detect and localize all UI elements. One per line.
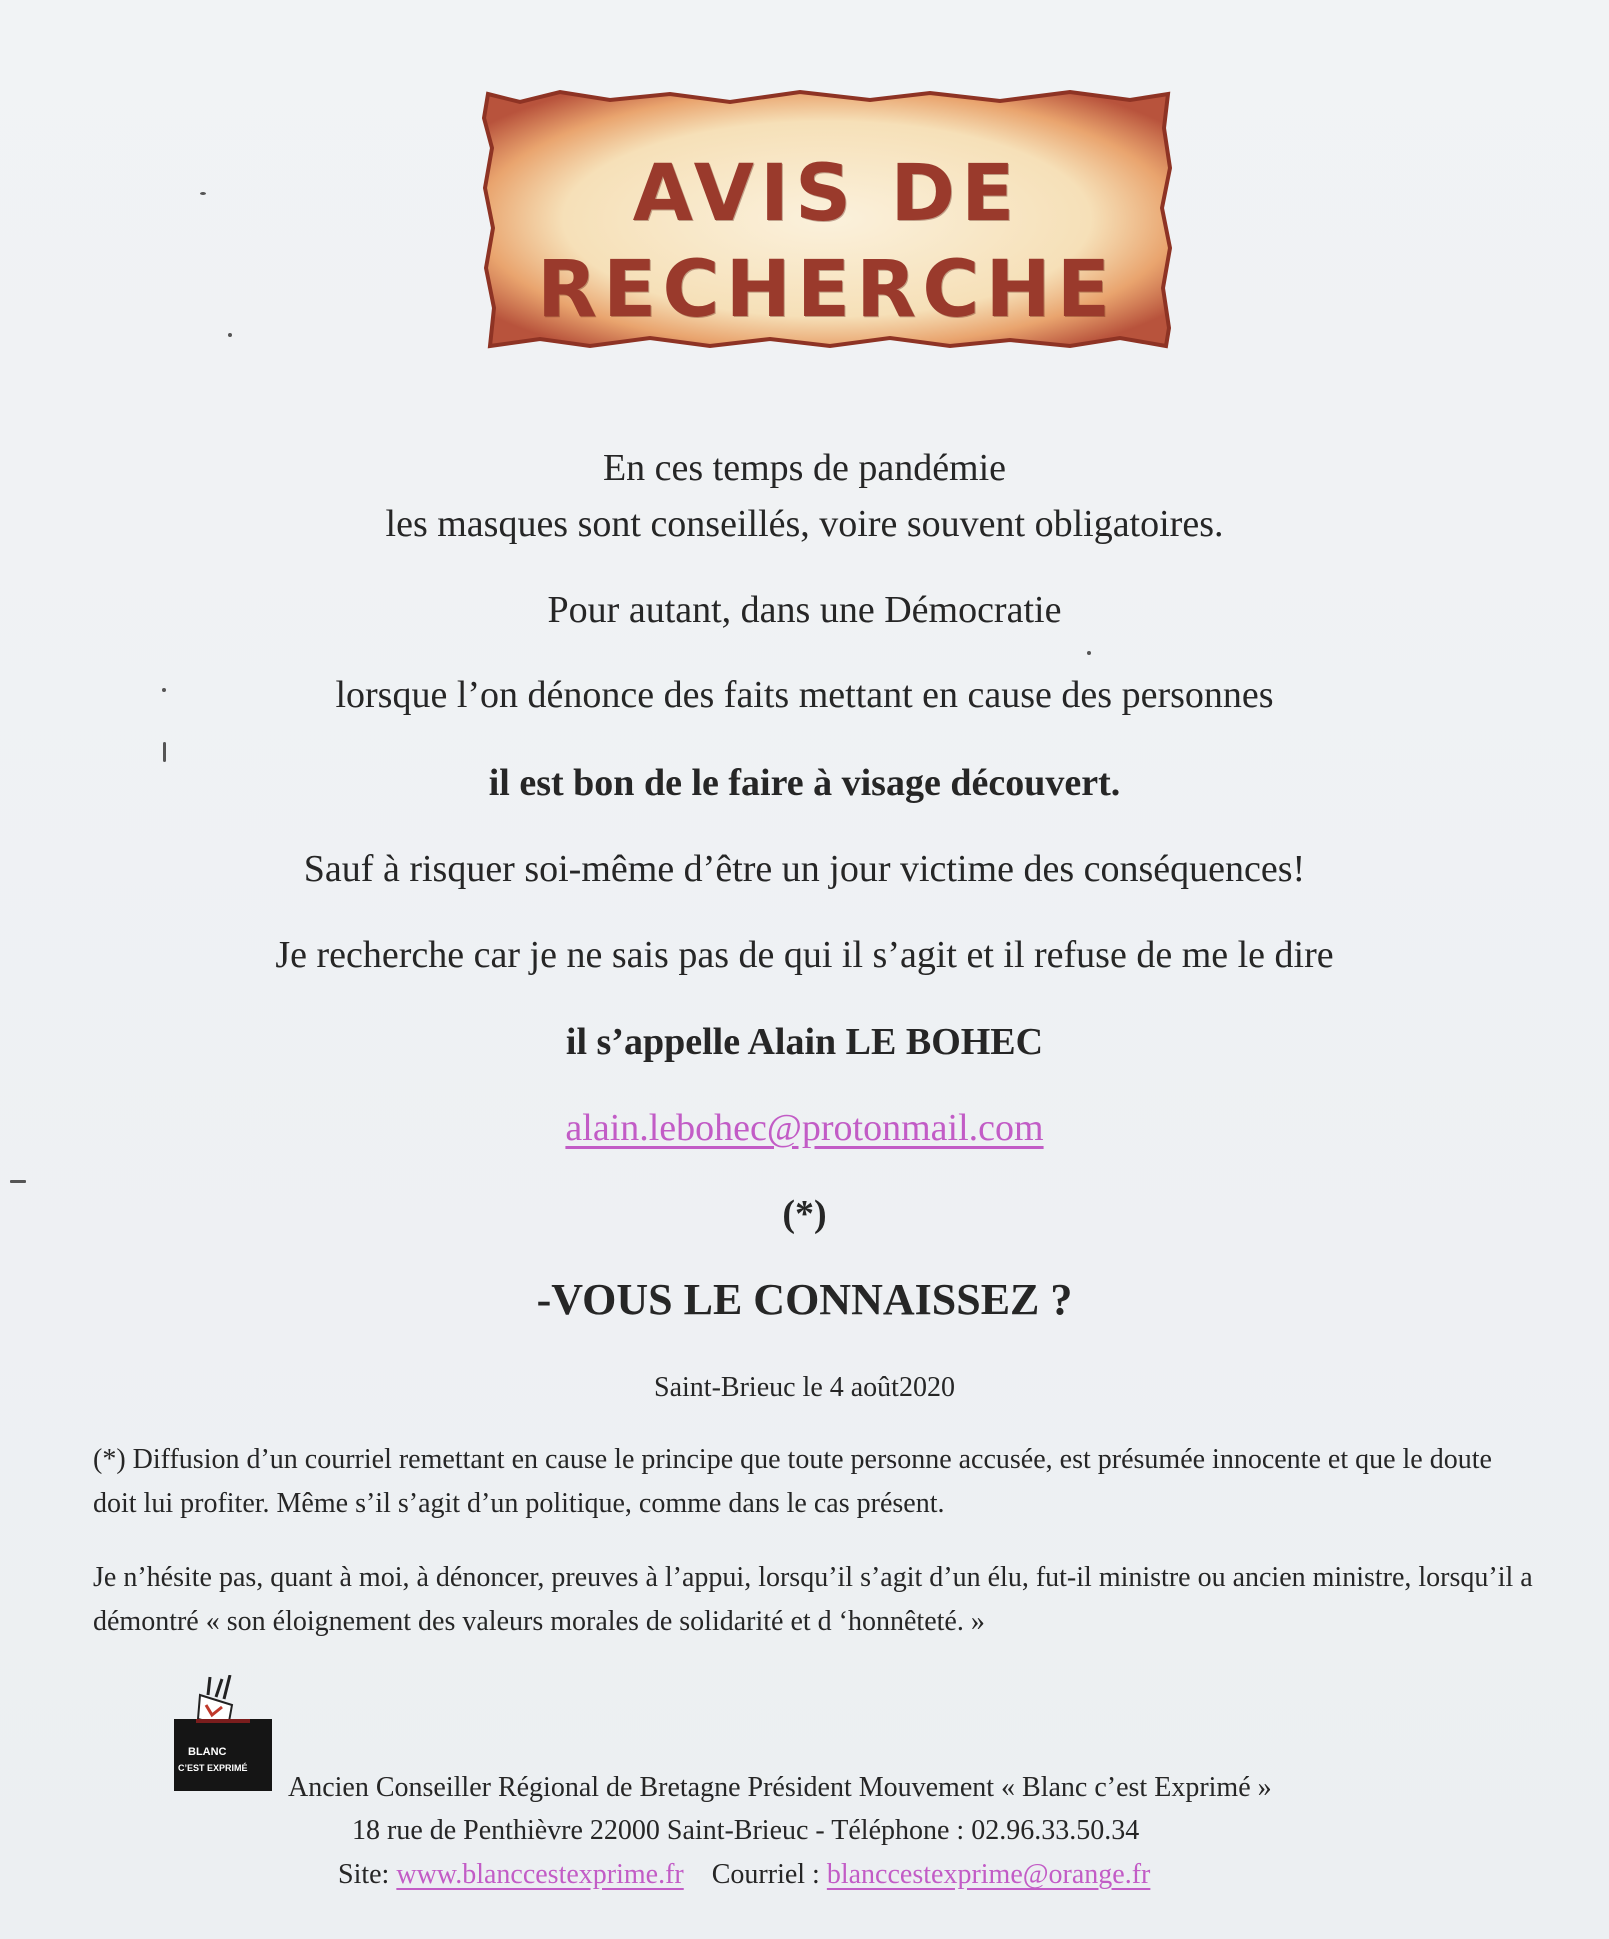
date-line: Saint-Brieuc le 4 août2020 (654, 1372, 955, 1403)
scan-speck (1087, 651, 1091, 655)
email-line (0, 1104, 1609, 1152)
mail-label: Courriel : (711, 1859, 820, 1890)
footer-address: 18 rue de Penthièvre 22000 Saint-Brieuc - Téléphone : 02.96.33.50.34 (352, 1815, 1140, 1846)
text-line-bold-visage: il est bon de le faire à visage découvert. (488, 762, 1121, 804)
footer-line-1: Ancien Conseiller Régional de Bretagne Président Mouvement « Blanc c’est Exprimé » (288, 1772, 1272, 1803)
banner-title (480, 146, 1173, 338)
logo-text-2: C’EST EXPRIMÉ (178, 1763, 248, 1773)
mail-link[interactable]: blanccestexprime@orange.fr (826, 1859, 1151, 1890)
footnote-1-text: (*) Diffusion d’un courriel remettant en cause le principe que toute personne accusée, est présumée innocente et que le doute doit lui profiter. Même s’il s’agit d’un politique, comme dans le cas présent. (93, 1444, 1492, 1519)
ballot-box-icon (170, 1675, 276, 1793)
footer-contact (338, 1857, 1150, 1893)
name-line: il s’appelle Alain LE BOHEC (565, 1021, 1044, 1063)
text-line-3: Pour autant, dans une Démocratie (547, 589, 1062, 631)
text-line-4: lorsque l’on dénonce des faits mettant en cause des personnes (335, 674, 1274, 716)
email-link[interactable]: alain.lebohec@protonmail.com (565, 1107, 1044, 1149)
text-line-1: En ces temps de pandémie (602, 447, 1007, 489)
site-label: Site: (338, 1859, 390, 1890)
footnote-2 (93, 1556, 1533, 1644)
text-line-6: Sauf à risquer soi-même d’être un jour victime des conséquences! (303, 848, 1306, 890)
footnote-2-text: Je n’hésite pas, quant à moi, à dénoncer, preuves à l’appui, lorsqu’il s’agit d’un élu, fut-il ministre ou ancien ministre, lorsqu’il a démontré « son éloignement des valeurs morales de solidarité et d ‘honnêteté. » (93, 1562, 1533, 1637)
site-link[interactable]: www.blanccestexprime.fr (396, 1859, 684, 1890)
scan-speck (200, 192, 206, 195)
blanc-cest-exprime-logo (170, 1675, 276, 1793)
title-line-2: RECHERCHE (536, 245, 1116, 335)
text-line-7: Je recherche car je ne sais pas de qui il s’agit et il refuse de me le dire (275, 934, 1334, 976)
question-heading: -VOUS LE CONNAISSEZ ? (536, 1275, 1073, 1324)
text-line-2: les masques sont conseillés, voire souvent obligatoires. (385, 503, 1224, 545)
asterisk-marker: (*) (782, 1193, 827, 1235)
footnote-1 (93, 1438, 1533, 1526)
title-line-1: AVIS DE (632, 149, 1021, 239)
header-banner (480, 88, 1173, 350)
logo-text-1: BLANC (188, 1746, 227, 1758)
scan-speck (228, 333, 232, 337)
scan-speck (10, 1180, 26, 1183)
